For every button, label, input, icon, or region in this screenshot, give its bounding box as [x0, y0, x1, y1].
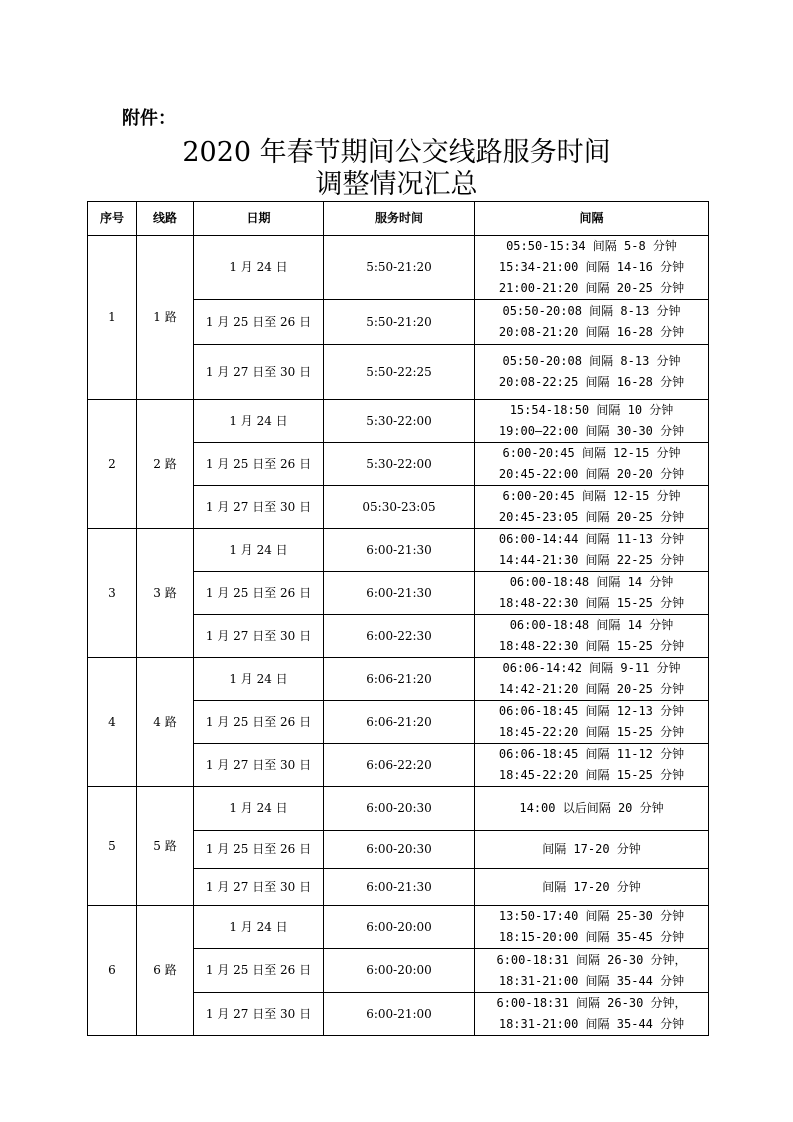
- interval-line: 06:00-18:48 间隔 14 分钟: [509, 618, 674, 632]
- cell-date: 1 月 25 日至 26 日: [194, 443, 324, 486]
- cell-interval: [475, 658, 709, 701]
- cell-interval: [475, 701, 709, 744]
- interval-line: 15:54-18:50 间隔 10 分钟: [509, 403, 674, 417]
- cell-interval: [475, 400, 709, 443]
- cell-route: 4 路: [137, 658, 194, 787]
- interval-line: 18:48-22:30 间隔 15-25 分钟: [498, 639, 685, 653]
- cell-date: 1 月 25 日至 26 日: [194, 831, 324, 869]
- interval-line: 06:00-18:48 间隔 14 分钟: [509, 575, 674, 589]
- cell-service-time: 6:06-21:20: [324, 658, 475, 701]
- schedule-table: [87, 201, 709, 1036]
- cell-interval: [475, 787, 709, 831]
- cell-interval: [475, 744, 709, 787]
- cell-service-time: 6:00-21:30: [324, 572, 475, 615]
- cell-service-time: 5:30-22:00: [324, 400, 475, 443]
- interval-line: 20:45-23:05 间隔 20-25 分钟: [498, 510, 685, 524]
- cell-service-time: 5:50-21:20: [324, 300, 475, 345]
- cell-date: 1 月 27 日至 30 日: [194, 993, 324, 1036]
- interval-line: 6:00-20:45 间隔 12-15 分钟: [502, 446, 681, 460]
- cell-interval: [475, 443, 709, 486]
- cell-service-time: 6:00-21:30: [324, 529, 475, 572]
- cell-date: 1 月 27 日至 30 日: [194, 486, 324, 529]
- cell-date: 1 月 25 日至 26 日: [194, 300, 324, 345]
- interval-line: 19:00—22:00 间隔 30-30 分钟: [498, 424, 685, 438]
- interval-line: 06:06-18:45 间隔 11-12 分钟: [498, 747, 685, 761]
- document-subtitle: 调整情况汇总: [315, 169, 478, 200]
- cell-service-time: 6:00-21:00: [324, 993, 475, 1036]
- cell-date: 1 月 27 日至 30 日: [194, 615, 324, 658]
- cell-no: 1: [88, 236, 137, 400]
- schedule-body: [88, 236, 709, 1036]
- cell-date: 1 月 24 日: [194, 529, 324, 572]
- cell-interval: [475, 236, 709, 300]
- interval-line: 13:50-17:40 间隔 25-30 分钟: [498, 909, 685, 923]
- interval-line: 14:44-21:30 间隔 22-25 分钟: [498, 553, 685, 567]
- header-service-time: 服务时间: [324, 202, 475, 236]
- cell-service-time: 6:06-21:20: [324, 701, 475, 744]
- interval-line: 14:00 以后间隔 20 分钟: [519, 801, 664, 815]
- interval-line: 06:06-14:42 间隔 9-11 分钟: [502, 661, 681, 675]
- interval-line: 6:00-18:31 间隔 26-30 分钟，: [496, 996, 687, 1010]
- cell-interval: [475, 572, 709, 615]
- interval-line: 20:08-22:25 间隔 16-28 分钟: [498, 375, 685, 389]
- table-row: [88, 400, 709, 443]
- cell-date: 1 月 24 日: [194, 236, 324, 300]
- table-row: [88, 658, 709, 701]
- cell-service-time: 6:06-22:20: [324, 744, 475, 787]
- cell-service-time: 6:00-20:00: [324, 949, 475, 993]
- cell-interval: [475, 906, 709, 949]
- header-no: 序号: [88, 202, 137, 236]
- interval-line: 18:45-22:20 间隔 15-25 分钟: [498, 768, 685, 782]
- cell-date: 1 月 24 日: [194, 658, 324, 701]
- cell-date: 1 月 27 日至 30 日: [194, 744, 324, 787]
- interval-line: 14:42-21:20 间隔 20-25 分钟: [498, 682, 685, 696]
- table-row: [88, 236, 709, 300]
- interval-line: 21:00-21:20 间隔 20-25 分钟: [498, 281, 685, 295]
- cell-service-time: 5:50-22:25: [324, 345, 475, 400]
- cell-route: 2 路: [137, 400, 194, 529]
- cell-date: 1 月 25 日至 26 日: [194, 572, 324, 615]
- cell-date: 1 月 27 日至 30 日: [194, 345, 324, 400]
- cell-interval: [475, 869, 709, 906]
- interval-line: 18:48-22:30 间隔 15-25 分钟: [498, 596, 685, 610]
- interval-line: 间隔 17-20 分钟: [542, 879, 641, 894]
- cell-no: 5: [88, 787, 137, 906]
- cell-service-time: 6:00-20:30: [324, 831, 475, 869]
- cell-no: 6: [88, 906, 137, 1036]
- cell-interval: [475, 529, 709, 572]
- cell-interval: [475, 615, 709, 658]
- cell-interval: [475, 949, 709, 993]
- cell-interval: [475, 831, 709, 869]
- table-row: [88, 906, 709, 949]
- interval-line: 18:45-22:20 间隔 15-25 分钟: [498, 725, 685, 739]
- cell-date: 1 月 24 日: [194, 400, 324, 443]
- table-row: [88, 529, 709, 572]
- header-interval: 间隔: [475, 202, 709, 236]
- table-row: [88, 787, 709, 831]
- header-route: 线路: [137, 202, 194, 236]
- cell-interval: [475, 300, 709, 345]
- cell-date: 1 月 27 日至 30 日: [194, 869, 324, 906]
- interval-line: 6:00-18:31 间隔 26-30 分钟，: [496, 952, 687, 967]
- cell-date: 1 月 24 日: [194, 787, 324, 831]
- cell-route: 3 路: [137, 529, 194, 658]
- cell-interval: [475, 345, 709, 400]
- cell-service-time: 05:30-23:05: [324, 486, 475, 529]
- interval-line: 间隔 17-20 分钟: [542, 842, 641, 856]
- cell-route: 6 路: [137, 906, 194, 1036]
- header-date: 日期: [194, 202, 324, 236]
- cell-service-time: 6:00-20:00: [324, 906, 475, 949]
- interval-line: 20:08-21:20 间隔 16-28 分钟: [498, 325, 685, 339]
- interval-line: 18:15-20:00 间隔 35-45 分钟: [498, 930, 685, 944]
- interval-line: 05:50-20:08 间隔 8-13 分钟: [502, 304, 681, 318]
- cell-service-time: 5:50-21:20: [324, 236, 475, 300]
- cell-interval: [475, 486, 709, 529]
- interval-line: 05:50-15:34 间隔 5-8 分钟: [506, 239, 677, 253]
- cell-service-time: 6:00-20:30: [324, 787, 475, 831]
- interval-line: 05:50-20:08 间隔 8-13 分钟: [502, 354, 681, 368]
- interval-line: 15:34-21:00 间隔 14-16 分钟: [498, 260, 685, 274]
- interval-line: 6:00-20:45 间隔 12-15 分钟: [502, 489, 681, 503]
- cell-date: 1 月 25 日至 26 日: [194, 701, 324, 744]
- interval-line: 20:45-22:00 间隔 20-20 分钟: [498, 467, 685, 481]
- cell-no: 2: [88, 400, 137, 529]
- cell-route: 1 路: [137, 236, 194, 400]
- cell-no: 4: [88, 658, 137, 787]
- annex-label: 附件：: [122, 108, 176, 129]
- cell-no: 3: [88, 529, 137, 658]
- interval-line: 06:06-18:45 间隔 12-13 分钟: [498, 704, 685, 718]
- cell-service-time: 6:00-22:30: [324, 615, 475, 658]
- cell-interval: [475, 993, 709, 1036]
- interval-line: 06:00-14:44 间隔 11-13 分钟: [498, 532, 685, 546]
- document-title: 2020 年春节期间公交线路服务时间: [182, 137, 611, 168]
- cell-date: 1 月 24 日: [194, 906, 324, 949]
- interval-line: 18:31-21:00 间隔 35-44 分钟: [498, 1017, 685, 1031]
- cell-service-time: 5:30-22:00: [324, 443, 475, 486]
- cell-service-time: 6:00-21:30: [324, 869, 475, 906]
- header-row: [88, 202, 709, 236]
- cell-date: 1 月 25 日至 26 日: [194, 949, 324, 993]
- interval-line: 18:31-21:00 间隔 35-44 分钟: [498, 973, 685, 988]
- cell-route: 5 路: [137, 787, 194, 906]
